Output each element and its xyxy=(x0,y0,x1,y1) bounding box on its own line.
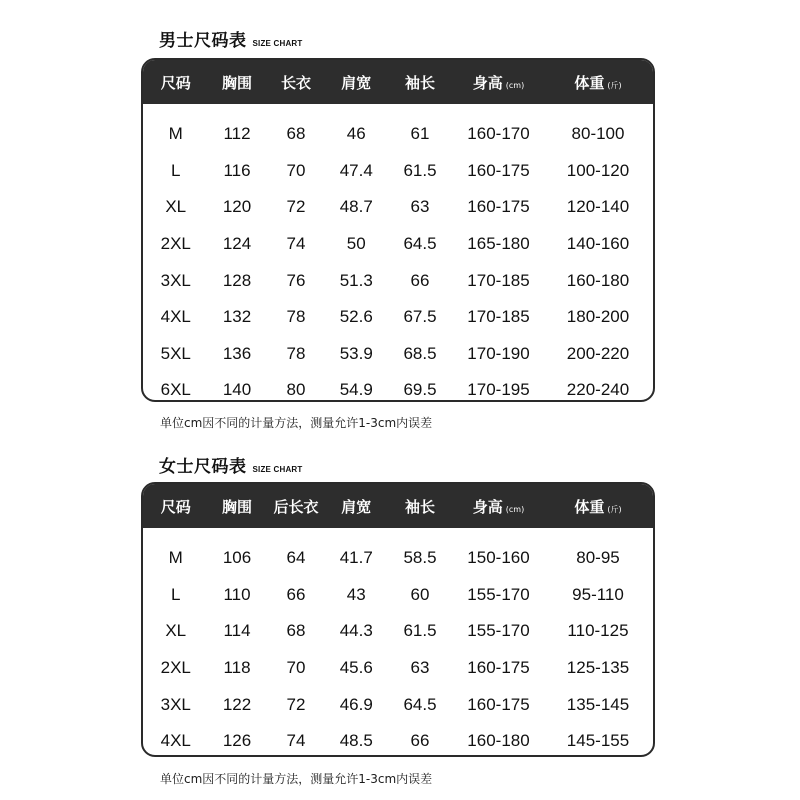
men-table-cell: 80 xyxy=(286,380,306,400)
men-table-cell: L xyxy=(171,160,181,180)
women-table-cell: 118 xyxy=(223,658,251,678)
men-header-cell xyxy=(386,72,454,93)
women-header-cell xyxy=(209,496,266,517)
women-table-body xyxy=(143,528,653,757)
women-header-label: 袖长 xyxy=(404,497,435,516)
women-table-row xyxy=(143,650,653,687)
women-table-cell: XL xyxy=(165,621,187,641)
men-table-cell: 200-220 xyxy=(566,343,630,363)
women-header-label: 尺码 xyxy=(160,497,191,516)
women-table-cell: 114 xyxy=(223,621,251,641)
women-table-cell: 45.6 xyxy=(339,658,373,678)
men-table-cell: 120-140 xyxy=(566,197,630,217)
men-table-cell: 124 xyxy=(222,234,252,254)
men-table-cell: 112 xyxy=(223,124,251,144)
women-title: 女士尺码表 xyxy=(159,457,247,477)
men-table-cell: 160-175 xyxy=(467,197,530,217)
women-size-chart-title xyxy=(159,452,303,478)
women-table-cell: 135-145 xyxy=(566,694,630,714)
women-table-cell: 63 xyxy=(410,658,430,678)
women-header-label: 胸围 xyxy=(221,497,252,516)
women-table-cell: 61.5 xyxy=(403,621,437,641)
women-table-cell: 122 xyxy=(222,694,252,714)
men-header-label: 身高 xyxy=(472,73,503,92)
women-header-unit: (cm) xyxy=(505,504,525,514)
men-table-row xyxy=(143,226,653,263)
men-table-cell: 80-100 xyxy=(571,124,625,144)
women-table-row xyxy=(143,686,653,723)
men-table-cell: 170-195 xyxy=(467,380,530,400)
women-table-cell: 64.5 xyxy=(403,694,437,714)
women-table-cell: 46.9 xyxy=(339,694,373,714)
men-table-cell: 72 xyxy=(286,197,306,217)
men-table-cell: 220-240 xyxy=(566,380,630,400)
men-header-label: 体重 xyxy=(574,73,605,92)
men-table-cell: 2XL xyxy=(160,234,191,254)
men-header-label: 胸围 xyxy=(221,73,252,92)
men-table-cell: 61.5 xyxy=(403,160,437,180)
women-table-cell: 43 xyxy=(346,584,366,604)
women-table-cell: 155-170 xyxy=(467,621,530,641)
women-table-cell: 44.3 xyxy=(339,621,373,641)
men-table-cell: 46 xyxy=(346,124,366,144)
men-table-cell: 165-180 xyxy=(467,234,530,254)
men-size-table xyxy=(141,58,655,402)
women-measurement-note: 单位cm因不同的计量方法，测量允许1-3cm内误差 xyxy=(160,772,433,786)
men-header-label: 肩宽 xyxy=(341,73,372,92)
women-header-label: 体重 xyxy=(574,497,605,516)
men-table-cell: 63 xyxy=(410,197,430,217)
men-table-cell: 68.5 xyxy=(403,343,437,363)
men-table-cell: 5XL xyxy=(160,343,191,363)
women-table-cell: 160-175 xyxy=(467,694,530,714)
men-table-header xyxy=(143,60,653,104)
men-table-cell: 160-175 xyxy=(467,160,530,180)
men-table-cell: 170-190 xyxy=(467,343,530,363)
men-table-cell: 100-120 xyxy=(566,160,630,180)
women-header-label: 后长衣 xyxy=(273,497,319,516)
men-table-cell: 47.4 xyxy=(339,160,373,180)
women-table-cell: 106 xyxy=(222,548,252,568)
women-header-label: 肩宽 xyxy=(341,497,372,516)
women-header-cell xyxy=(266,496,327,517)
men-table-cell: 66 xyxy=(410,270,430,290)
men-table-cell: 78 xyxy=(286,307,306,327)
men-subtitle: SIZE CHART xyxy=(252,39,303,48)
men-table-cell: 132 xyxy=(222,307,252,327)
women-header-label: 身高 xyxy=(472,497,503,516)
men-table-cell: 160-180 xyxy=(566,270,630,290)
men-header-unit: (斤) xyxy=(607,80,622,90)
men-table-cell: 76 xyxy=(286,270,306,290)
women-table-cell: 60 xyxy=(410,584,430,604)
men-table-cell: 53.9 xyxy=(339,343,373,363)
men-size-chart-title xyxy=(159,26,303,52)
men-table-row xyxy=(143,153,653,190)
men-table-cell: 120 xyxy=(222,197,252,217)
men-header-label: 长衣 xyxy=(280,73,311,92)
men-table-row xyxy=(143,336,653,373)
men-table-row xyxy=(143,189,653,226)
women-table-cell: 155-170 xyxy=(467,584,530,604)
women-header-cell xyxy=(143,496,209,517)
women-table-cell: 3XL xyxy=(160,694,191,714)
women-table-cell: 68 xyxy=(286,621,306,641)
women-table-cell: 125-135 xyxy=(566,658,630,678)
men-measurement-note: 单位cm因不同的计量方法，测量允许1-3cm内误差 xyxy=(160,416,433,430)
men-table-row xyxy=(143,299,653,336)
men-header-label: 袖长 xyxy=(404,73,435,92)
men-table-cell: 3XL xyxy=(160,270,191,290)
women-table-row xyxy=(143,540,653,577)
women-table-cell: L xyxy=(171,584,181,604)
men-table-cell: 4XL xyxy=(160,307,191,327)
women-table-cell: 95-110 xyxy=(572,584,624,604)
men-table-cell: XL xyxy=(165,197,187,217)
men-table-cell: 140-160 xyxy=(566,234,630,254)
women-table-cell: 64 xyxy=(286,548,306,568)
men-table-cell: 160-170 xyxy=(467,124,530,144)
men-table-cell: 64.5 xyxy=(403,234,437,254)
men-table-cell: 136 xyxy=(222,343,252,363)
men-table-cell: 140 xyxy=(222,380,252,400)
men-table-cell: 74 xyxy=(286,234,306,254)
women-table-header xyxy=(143,484,653,528)
men-table-cell: 170-185 xyxy=(467,270,530,290)
men-header-cell xyxy=(543,72,653,93)
men-table-cell: 51.3 xyxy=(339,270,373,290)
women-table-cell: 2XL xyxy=(160,658,191,678)
women-table-cell: M xyxy=(168,548,183,568)
men-table-cell: 48.7 xyxy=(339,197,373,217)
men-header-cell xyxy=(454,72,543,93)
men-table-row xyxy=(143,116,653,153)
men-table-cell: 170-185 xyxy=(467,307,530,327)
men-table-cell: 67.5 xyxy=(403,307,437,327)
men-table-cell: 180-200 xyxy=(566,307,630,327)
women-table-cell: 72 xyxy=(286,694,306,714)
women-table-cell: 74 xyxy=(286,731,306,751)
men-header-cell xyxy=(266,72,327,93)
men-table-cell: 78 xyxy=(286,343,306,363)
men-header-cell xyxy=(143,72,209,93)
women-size-table xyxy=(141,482,655,757)
men-title: 男士尺码表 xyxy=(159,31,247,51)
women-table-cell: 66 xyxy=(286,584,306,604)
women-header-cell xyxy=(543,496,653,517)
men-table-cell: 70 xyxy=(286,160,306,180)
women-table-cell: 80-95 xyxy=(576,548,620,568)
women-table-cell: 58.5 xyxy=(403,548,437,568)
men-header-cell xyxy=(327,72,387,93)
men-table-cell: 69.5 xyxy=(403,380,437,400)
men-header-cell xyxy=(209,72,266,93)
women-table-cell: 4XL xyxy=(160,731,191,751)
men-table-body xyxy=(143,104,653,402)
men-table-row xyxy=(143,262,653,299)
men-table-row xyxy=(143,372,653,402)
women-table-cell: 110-125 xyxy=(567,621,629,641)
men-table-cell: 6XL xyxy=(160,380,191,400)
men-header-unit: (cm) xyxy=(505,80,525,90)
women-header-cell xyxy=(454,496,543,517)
men-header-label: 尺码 xyxy=(160,73,191,92)
women-header-cell xyxy=(327,496,387,517)
women-table-row xyxy=(143,613,653,650)
women-table-row xyxy=(143,723,653,757)
men-table-cell: 54.9 xyxy=(339,380,373,400)
women-table-cell: 66 xyxy=(410,731,430,751)
women-table-cell: 160-175 xyxy=(467,658,530,678)
men-table-cell: 116 xyxy=(223,160,251,180)
women-table-row xyxy=(143,577,653,614)
men-table-cell: M xyxy=(168,124,183,144)
women-table-cell: 150-160 xyxy=(467,548,530,568)
women-table-cell: 160-180 xyxy=(467,731,530,751)
women-table-cell: 126 xyxy=(222,731,252,751)
women-table-cell: 110 xyxy=(223,584,251,604)
men-table-cell: 128 xyxy=(222,270,252,290)
women-header-cell xyxy=(386,496,454,517)
women-header-unit: (斤) xyxy=(607,504,622,514)
women-table-cell: 48.5 xyxy=(339,731,373,751)
men-table-cell: 68 xyxy=(286,124,306,144)
women-table-cell: 41.7 xyxy=(339,548,373,568)
women-table-cell: 70 xyxy=(286,658,306,678)
women-table-cell: 145-155 xyxy=(566,731,630,751)
women-subtitle: SIZE CHART xyxy=(252,465,303,474)
men-table-cell: 61 xyxy=(410,124,430,144)
men-table-cell: 50 xyxy=(346,234,366,254)
men-table-cell: 52.6 xyxy=(339,307,373,327)
